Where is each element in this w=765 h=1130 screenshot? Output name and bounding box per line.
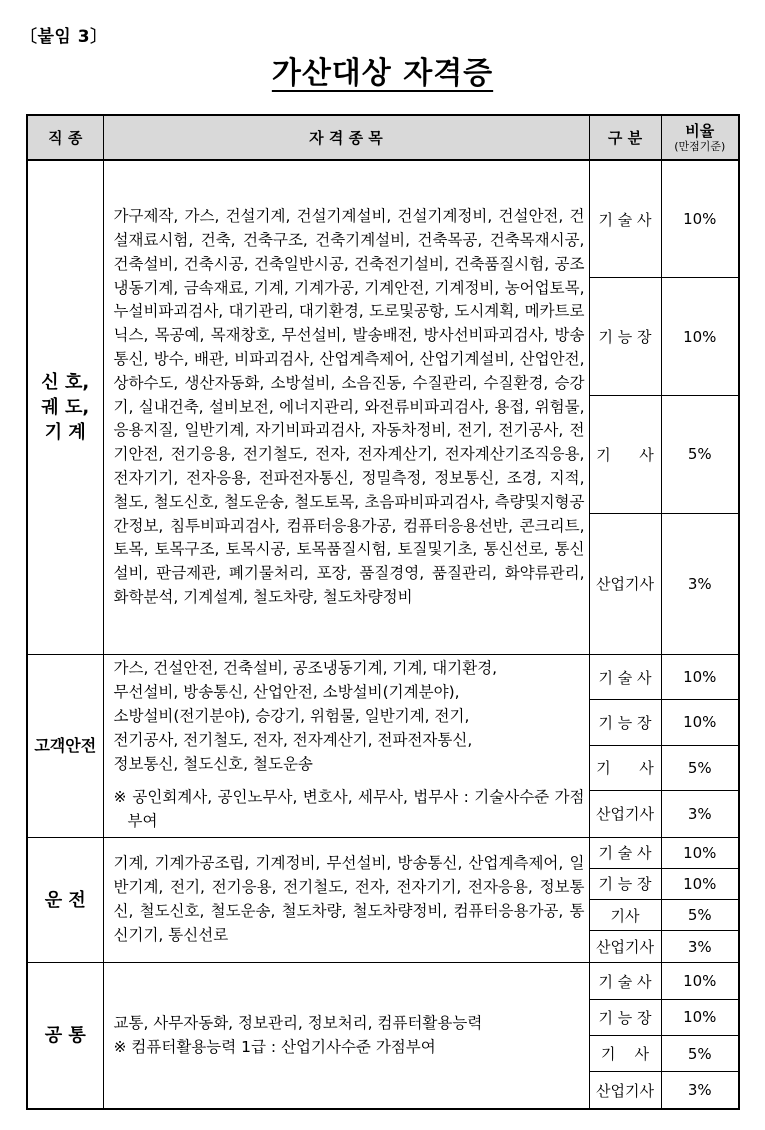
header-job: 직 종: [27, 115, 103, 160]
qualification-note: ※ 컴퓨터활용능력 1급 : 산업기사수준 가점부여: [113, 1037, 436, 1056]
ratio-cell: 10%: [661, 278, 739, 396]
job-cell-customer-safety: 고객안전: [27, 654, 103, 837]
grade-cell: 산업기사: [589, 931, 661, 963]
ratio-cell: 5%: [661, 396, 739, 514]
header-ratio: [661, 115, 739, 160]
grade-cell: 기 능 장: [589, 278, 661, 396]
ratio-cell: 10%: [661, 160, 739, 278]
grade-cell: 산업기사: [589, 791, 661, 838]
ratio-cell: 10%: [661, 654, 739, 699]
grade-cell: 기 능 장: [589, 700, 661, 745]
grade-cell: 기 사: [589, 745, 661, 790]
grade-cell: 기 술 사: [589, 160, 661, 278]
qualification-list-operation: 기계, 기계가공조립, 기계정비, 무선설비, 방송통신, 산업계측제어, 일반기계, 전기, 전기응용, 전기철도, 전자, 전자기기, 전자응용, 정보통신, 철도신호, 철도운송, 철도차량, 철도차량정비, 컴퓨터응용가공, 통신기기, 통신선로: [103, 837, 589, 963]
grade-cell: 기 사: [589, 1035, 661, 1071]
qualification-line: 소방설비(전기분야), 승강기, 위험물, 일반기계, 전기,: [113, 707, 470, 726]
job-cell-signal: 신 호, 궤 도, 기 계: [27, 160, 103, 654]
qualification-line: 가스, 건설안전, 건축설비, 공조냉동기계, 기계, 대기환경,: [113, 659, 498, 678]
table-row: [27, 160, 739, 278]
table-row: [27, 837, 739, 868]
ratio-cell: 3%: [661, 791, 739, 838]
grade-cell: 기사: [589, 900, 661, 931]
qualification-line: 무선설비, 방송통신, 산업안전, 소방설비(기계분야),: [113, 683, 460, 702]
grade-cell: 기 능 장: [589, 868, 661, 899]
page-title: 가산대상 자격증: [271, 56, 494, 91]
annex-label: 〔붙임 3〕: [20, 27, 108, 47]
qualification-list-customer-safety: [103, 654, 589, 837]
qualification-table: [26, 114, 740, 1110]
ratio-cell: 5%: [661, 745, 739, 790]
grade-cell: 기 술 사: [589, 963, 661, 999]
grade-cell: 기 사: [589, 396, 661, 514]
ratio-cell: 5%: [661, 1035, 739, 1071]
ratio-cell: 3%: [661, 513, 739, 654]
ratio-cell: 3%: [661, 931, 739, 963]
grade-cell: 기 술 사: [589, 837, 661, 868]
qualification-list-common: [103, 963, 589, 1109]
header-ratio-label: 비율: [685, 121, 715, 140]
header-row: [27, 115, 739, 160]
ratio-cell: 10%: [661, 963, 739, 999]
grade-cell: 산업기사: [589, 513, 661, 654]
grade-cell: 기 능 장: [589, 999, 661, 1035]
table-row: [27, 654, 739, 699]
qualification-line: 정보통신, 철도신호, 철도운송: [113, 754, 313, 773]
header-ratio-sub: (만점기준): [674, 139, 726, 153]
grade-cell: 기 술 사: [589, 654, 661, 699]
qualification-line: 전기공사, 전기철도, 전자, 전자계산기, 전파전자통신,: [113, 730, 473, 749]
qualification-line: 교통, 사무자동화, 정보관리, 정보처리, 컴퓨터활용능력: [113, 1013, 483, 1032]
ratio-cell: 5%: [661, 900, 739, 931]
job-cell-common: 공 통: [27, 963, 103, 1109]
grade-cell: 산업기사: [589, 1072, 661, 1109]
table-row: [27, 963, 739, 999]
ratio-cell: 3%: [661, 1072, 739, 1109]
ratio-cell: 10%: [661, 700, 739, 745]
qualification-note: ※ 공인회계사, 공인노무사, 변호사, 세무사, 법무사 : 기술사수준 가점부여: [113, 788, 585, 831]
ratio-cell: 10%: [661, 999, 739, 1035]
header-qualification: 자 격 종 목: [103, 115, 589, 160]
qualification-list-signal: 가구제작, 가스, 건설기계, 건설기계설비, 건설기계정비, 건설안전, 건설재료시험, 건축, 건축구조, 건축기계설비, 건축목공, 건축목재시공, 건축설비, 건축시공, 건축일반시공, 건축전기설비, 건축품질시험, 공조냉동기계, 금속재료, 기계, 기계가공, 기계안전, 기계정비, 농어업토목, 누설비파괴검사, 대기관리, 대기환경, 도로및공항, 도시계획, 메카트로닉스, 목공예, 목재창호, 무선설비, 발송배전, 방사선비파괴검사, 방송통신, 방수, 배관, 비파괴검사, 산업계측제어, 산업기계설비, 산업안전, 상하수도, 생산자동화, 소방설비, 소음진동, 수질관리, 수질환경, 승강기, 실내건축, 설비보전, 에너지관리, 와전류비파괴검사, 용접, 위험물, 응용지질, 일반기계, 자기비파괴검사, 자동차정비, 전기, 전기공사, 전기안전, 전기응용, 전기철도, 전자, 전자계산기, 전자계산기조직응용, 전자기기, 전자응용, 전파전자통신, 정밀측정, 정보통신, 조경, 지적, 철도, 철도신호, 철도운송, 철도토목, 초음파비파괴검사, 측량및지형공간정보, 침투비파괴검사, 컴퓨터응용가공, 컴퓨터응용선반, 콘크리트, 토목, 토목구조, 토목시공, 토목품질시험, 토질및기초, 통신선로, 통신설비, 판금제관, 폐기물처리, 포장, 품질경영, 품질관리, 화약류관리, 화학분석, 기계설계, 철도차량, 철도차량정비: [103, 160, 589, 654]
job-cell-operation: 운 전: [27, 837, 103, 963]
header-grade: 구 분: [589, 115, 661, 160]
ratio-cell: 10%: [661, 868, 739, 899]
ratio-cell: 10%: [661, 837, 739, 868]
